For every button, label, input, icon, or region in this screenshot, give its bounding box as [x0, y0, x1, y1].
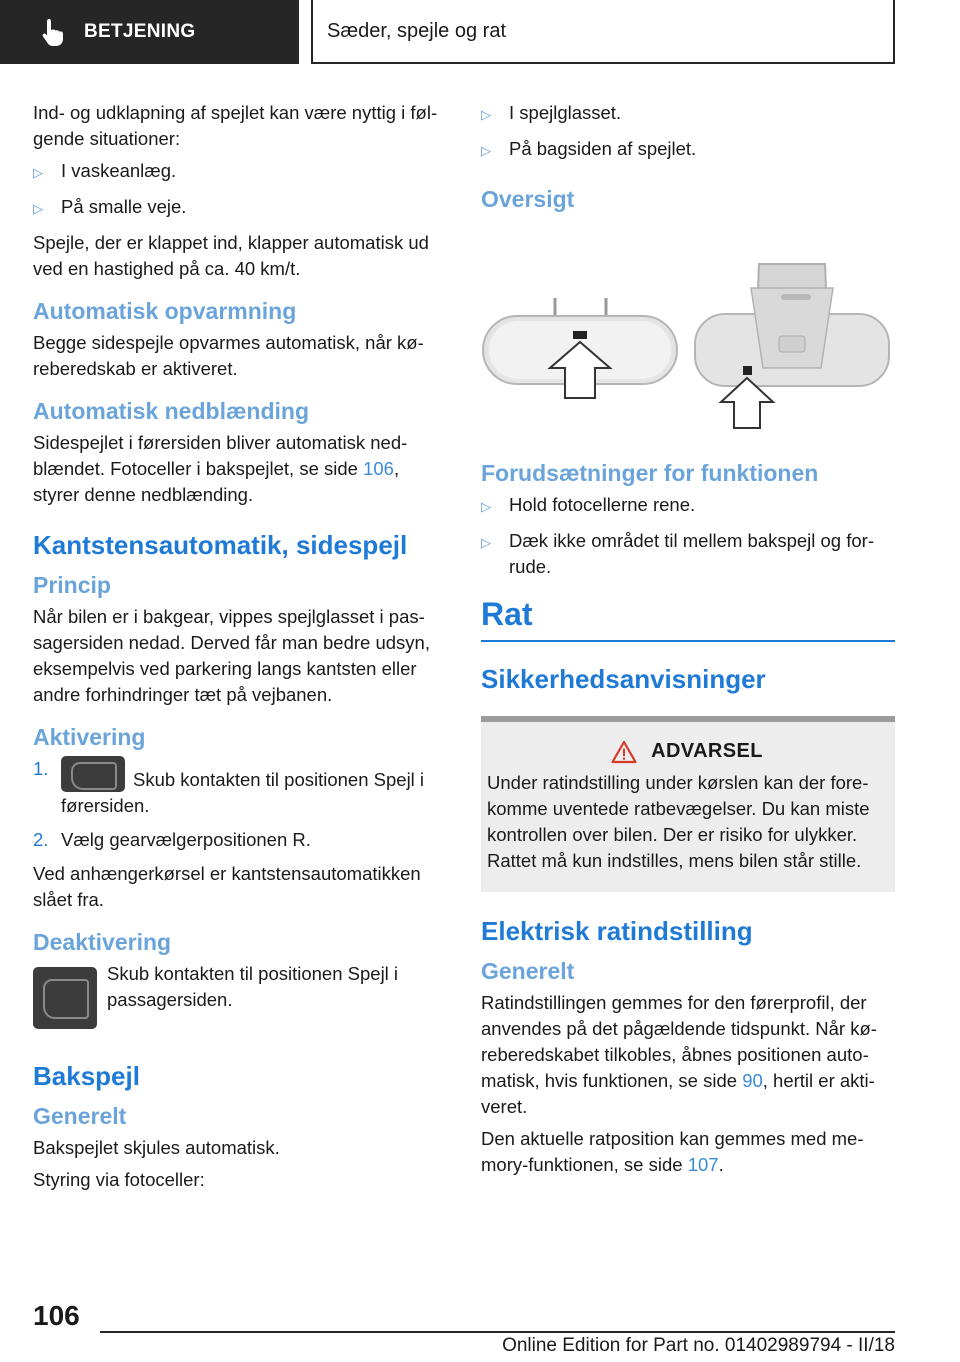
auto-fold-text: Spejle, der er klappet ind, klapper automatisk ud ved en hastighed på ca. 40 km/t.	[33, 232, 429, 279]
section-tab	[0, 0, 299, 64]
trailer-text: Ved anhængerkørsel er kantstensautomatikken slået fra.	[33, 863, 421, 910]
list-item: ▷ I vaskeanlæg.	[33, 158, 447, 186]
heading-prerequisites: Forudsætninger for funktionen	[481, 460, 819, 486]
heading-dimming: Automatisk nedblænding	[33, 398, 309, 424]
heading-rearview: Bakspejl	[33, 1061, 140, 1091]
list-item: ▷ På smalle veje.	[33, 194, 447, 222]
page-link-107[interactable]: 107	[687, 1153, 719, 1175]
left-column	[33, 100, 447, 1199]
chapter-title: Sæder, spejle og rat	[327, 19, 506, 42]
bullet-triangle-icon: ▷	[481, 107, 491, 122]
heading-curb-automatic: Kantstensautomatik, sidespejl	[33, 530, 408, 560]
intro-text: Ind- og udklapning af spejlet kan være nyttig i føl-gende situationer:	[33, 102, 438, 149]
warning-triangle-icon	[611, 740, 637, 764]
mirror-switch-icon	[61, 756, 125, 792]
deactivation-block: Skub kontakten til positionen Spejl i passagersiden.	[33, 961, 447, 1029]
list-item: ▷ Hold fotocellerne rene.	[481, 492, 895, 520]
rearview-text: Bakspejlet skjules automatisk.	[33, 1137, 280, 1158]
heading-safety: Sikkerhedsanvisninger	[481, 663, 766, 694]
list-item: ▷ Dæk ikke området til mellem bakspejl og for-rude.	[481, 528, 895, 580]
page-link-106[interactable]: 106	[363, 458, 394, 479]
rearview-mirror-illustration	[481, 218, 895, 444]
bullet-triangle-icon: ▷	[33, 165, 43, 180]
principle-text: Når bilen er i bakgear, vippes spejlglasset i pas-sagersiden nedad. Derved får man bedre udsyn, eksempelvis ved parkering langs kantsten eller andre forhindringer tæt på vejbanen.	[33, 606, 430, 705]
list-item: ▷ I spejlglasset.	[481, 100, 895, 128]
warning-title: ADVARSEL	[487, 740, 887, 764]
rearview-mirror-figure	[481, 218, 895, 444]
bullet-triangle-icon: ▷	[481, 499, 491, 514]
list-item: 2. Vælg gearvælgerpositionen R.	[33, 829, 311, 850]
heading-deactivation: Deaktivering	[33, 929, 172, 955]
dimming-text: Sidespejlet i førersiden bliver automatisk ned-blændet. Fotoceller i bakspejlet, se side 106, styrer denne nedblænding.	[33, 432, 408, 505]
heading-general: Generelt	[481, 957, 575, 984]
bullet-triangle-icon: ▷	[481, 535, 491, 550]
heading-principle: Princip	[33, 572, 111, 598]
heading-steering-wheel: Rat	[481, 596, 533, 632]
general-text: Ratindstillingen gemmes for den førerprofil, der anvendes på det pågældende tidspunkt. Når kø-reberedskabet tilkobles, åbnes positionen auto-matisk, hvis funktionen, se side 90, hertil er akti-veret.	[481, 991, 877, 1117]
bullet-triangle-icon: ▷	[33, 201, 43, 216]
heading-general: Generelt	[33, 1103, 127, 1129]
warning-text: Under ratindstilling under kørslen kan der fore-komme uventede ratbevægelser. Du kan miste kontrollen over bilen. Der er risiko for ulykker. Rattet må kun indstilles, mens bilen står stille.	[487, 771, 870, 871]
list-item: 1. Skub kontakten til positionen Spejl i førersiden.	[33, 758, 425, 816]
chapter-tab	[311, 0, 895, 64]
heading-activation: Aktivering	[33, 724, 146, 750]
mirror-switch-icon	[33, 967, 97, 1029]
memory-text: Den aktuelle ratposition kan gemmes med me-mory-funktionen, se side 107.	[481, 1127, 864, 1175]
photocell-text: Styring via fotoceller:	[33, 1169, 205, 1190]
right-column	[481, 100, 895, 1184]
heading-electric-adjustment: Elektrisk ratindstilling	[481, 915, 753, 946]
heading-heating: Automatisk opvarmning	[33, 298, 297, 324]
hand-icon	[40, 17, 66, 47]
warning-box	[481, 716, 895, 892]
list-item: ▷ På bagsiden af spejlet.	[481, 136, 895, 164]
section-title: BETJENING	[84, 21, 196, 42]
footer-divider	[100, 1331, 895, 1333]
page-number: 106	[33, 1300, 80, 1331]
section-divider	[481, 640, 895, 642]
bullet-triangle-icon: ▷	[481, 143, 491, 158]
footer-edition: Online Edition for Part no. 01402989794 - II/18	[502, 1335, 895, 1356]
heating-text: Begge sidespejle opvarmes automatisk, når kø-reberedskab er aktiveret.	[33, 332, 424, 379]
heading-overview: Oversigt	[481, 186, 575, 212]
page-link-90[interactable]: 90	[742, 1069, 763, 1091]
